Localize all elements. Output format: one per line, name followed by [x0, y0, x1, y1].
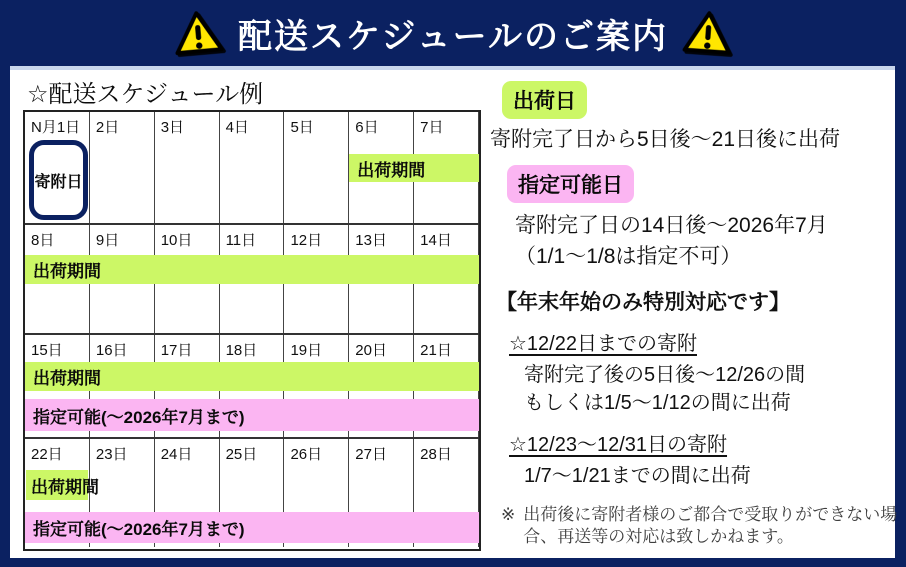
calendar-day-cell: 12日: [284, 225, 349, 333]
shipping-day-description: 寄附完了日から5日後〜21日後に出荷: [490, 128, 841, 151]
shipping-period-band: 出荷期間: [25, 255, 479, 284]
designatable-day-description: 寄附完了日の14日後〜2026年7月: [515, 214, 828, 237]
shipping-day-badge: 出荷日: [502, 81, 587, 119]
case2-detail-line1: 1/7〜1/21までの間に出荷: [524, 465, 751, 487]
designatable-period-band: 指定可能(〜2026年7月まで): [25, 399, 479, 431]
case1-detail-line2: もしくは1/5〜1/12の間に出荷: [524, 392, 791, 414]
calendar-day-cell: 16日: [90, 335, 155, 437]
designatable-day-exception: （1/1〜1/8は指定不可）: [515, 245, 742, 268]
calendar-day-cell: 6日: [349, 112, 414, 223]
calendar-week-4: [25, 439, 479, 547]
calendar-day-cell: 11日: [220, 225, 285, 333]
designatable-day-badge: 指定可能日: [507, 165, 634, 203]
calendar-day-cell: 5日: [284, 112, 349, 223]
calendar-day-cell: 2日: [90, 112, 155, 223]
case1-detail-line1: 寄附完了後の5日後〜12/26の間: [524, 364, 806, 386]
calendar-day-cell: N月1日: [25, 112, 90, 223]
calendar-day-cell: 28日: [414, 439, 479, 547]
calendar-week-2: [25, 225, 479, 335]
calendar-day-cell: 20日: [349, 335, 414, 437]
calendar-day-cell: 23日: [90, 439, 155, 547]
calendar-day-cell: 8日: [25, 225, 90, 333]
calendar-day-cell: 9日: [90, 225, 155, 333]
calendar-day-cell: 15日: [25, 335, 90, 437]
content-panel: [10, 66, 898, 558]
donation-day-marker: 寄附日: [29, 140, 88, 220]
page-title: 配送スケジュールのご案内: [238, 17, 668, 56]
calendar-day-cell: 21日: [414, 335, 479, 437]
calendar-day-cell: 4日: [220, 112, 285, 223]
disclaimer-note: [501, 504, 901, 549]
schedule-calendar-table: [23, 110, 481, 551]
calendar-day-cell: 10日: [155, 225, 220, 333]
header-banner: [0, 0, 906, 66]
warning-icon: [680, 8, 735, 58]
calendar-day-cell: 26日: [284, 439, 349, 547]
calendar-day-cell: 7日: [414, 112, 479, 223]
calendar-day-cell: 22日: [25, 439, 90, 547]
year-end-special-heading: 【年末年始のみ特別対応です】: [496, 291, 790, 314]
shipping-period-band: 出荷期間: [25, 362, 479, 391]
note-text: 出荷後に寄附者様のご都合で受取りができない場合、再送等の対応は致しかねます。: [523, 505, 898, 547]
designatable-period-band: 指定可能(〜2026年7月まで): [25, 512, 479, 543]
calendar-day-cell: 24日: [155, 439, 220, 547]
shipping-period-band: 出荷期間: [349, 154, 479, 182]
note-mark: ※: [501, 505, 516, 524]
calendar-day-cell: 13日: [349, 225, 414, 333]
calendar-day-cell: 17日: [155, 335, 220, 437]
calendar-day-cell: 19日: [284, 335, 349, 437]
calendar-day-cell: 3日: [155, 112, 220, 223]
case2-title: ☆12/23〜12/31日の寄附: [509, 434, 728, 456]
case1-title: ☆12/22日までの寄附: [509, 333, 697, 355]
calendar-day-cell: 14日: [414, 225, 479, 333]
warning-icon: [170, 8, 226, 58]
shipping-period-band: 出荷期間: [26, 470, 88, 500]
calendar-day-cell: 18日: [220, 335, 285, 437]
calendar-week-1: [25, 112, 479, 225]
calendar-week-3: [25, 335, 479, 439]
calendar-title: ☆配送スケジュール例: [27, 81, 264, 108]
calendar-day-cell: 27日: [349, 439, 414, 547]
calendar-day-cell: 25日: [220, 439, 285, 547]
